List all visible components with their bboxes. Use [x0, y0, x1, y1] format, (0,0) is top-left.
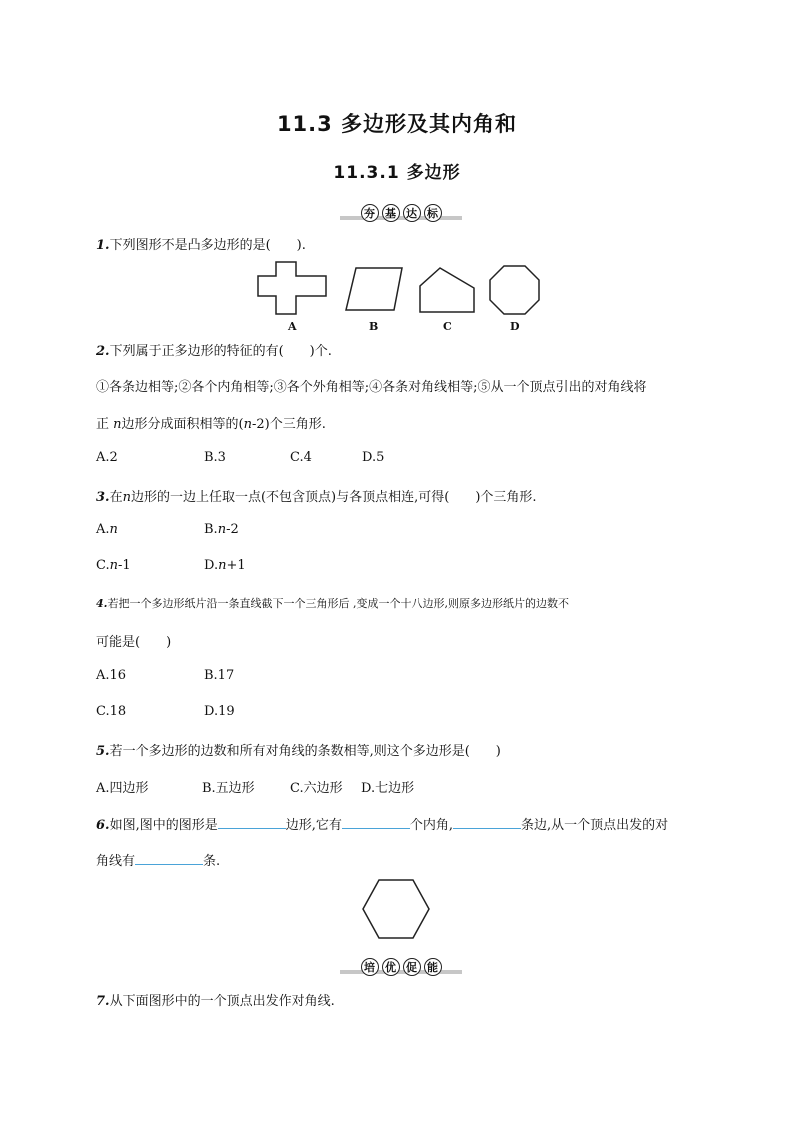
question-text: 若一个多边形的边数和所有对角线的条数相等,则这个多边形是( ) — [109, 744, 501, 759]
option-prefix: B. — [204, 522, 218, 537]
q6-line2 — [96, 850, 220, 869]
answer-blank[interactable] — [135, 852, 203, 865]
figure-label-d: D — [510, 320, 520, 333]
question-3 — [96, 486, 537, 505]
option-d[interactable]: D.5 — [362, 450, 385, 465]
option-b[interactable]: B.17 — [204, 668, 235, 683]
option-a[interactable]: A.2 — [96, 450, 118, 465]
q4-line2: 可能是( ) — [96, 635, 172, 650]
variable-n: n — [109, 522, 118, 537]
figure-d-octagon — [490, 266, 539, 314]
figure-a-cross — [258, 262, 326, 314]
option-suffix: +1 — [226, 558, 246, 573]
page-title: 11.3 多边形及其内角和 — [276, 112, 518, 136]
q2-statement-line2 — [96, 413, 326, 432]
question-text: 下列属于正多边形的特征的有( )个. — [109, 344, 332, 359]
option-prefix: A. — [96, 522, 110, 537]
section-banner-basic — [340, 202, 462, 224]
question-text: 下列图形不是凸多边形的是( ). — [109, 238, 306, 253]
option-prefix: C. — [96, 558, 110, 573]
question-number: 4. — [96, 597, 108, 610]
section-banner-advanced — [340, 956, 462, 978]
question-number: 3. — [96, 490, 110, 505]
q6-hexagon-figure — [358, 876, 434, 942]
option-b[interactable]: B.五边形 — [202, 781, 255, 796]
variable-n: n — [113, 417, 122, 432]
question-4 — [96, 595, 569, 611]
variable-n: n — [109, 558, 118, 573]
question-2 — [96, 340, 332, 359]
figure-label-b: B — [369, 320, 379, 333]
variable-n: n — [218, 558, 227, 573]
option-d[interactable]: D.19 — [204, 704, 235, 719]
text-segment: 边形分成面积相等的( — [121, 417, 244, 432]
option-c[interactable]: C.4 — [290, 450, 312, 465]
question-text: 若把一个多边形纸片沿一条直线截下一个三角形后 ,变成一个十八边形,则原多边形纸片的边数不 — [107, 597, 569, 610]
figure-label-c: C — [443, 320, 452, 333]
figure-label-a: A — [288, 320, 297, 333]
question-number: 6. — [96, 818, 110, 833]
option-a[interactable] — [96, 522, 118, 537]
banner-char: 培 — [361, 958, 379, 976]
answer-blank[interactable] — [453, 816, 521, 829]
banner-char: 基 — [382, 204, 400, 222]
variable-n: n — [217, 522, 227, 537]
section-subtitle: 11.3.1 多边形 — [333, 163, 461, 183]
option-a[interactable]: A.16 — [96, 668, 127, 683]
option-d[interactable]: D.七边形 — [361, 781, 415, 796]
option-c[interactable]: C.六边形 — [290, 781, 343, 796]
option-d[interactable] — [204, 558, 246, 573]
question-text: 从下面图形中的一个顶点出发作对角线. — [109, 994, 335, 1009]
q2-statement-line1: ①各条边相等;②各个内角相等;③各个外角相等;④各条对角线相等;⑤从一个顶点引出的对角线将 — [96, 380, 647, 395]
answer-blank[interactable] — [342, 816, 410, 829]
text-segment: 角线有 — [96, 854, 136, 869]
banner-char: 能 — [424, 958, 442, 976]
option-b[interactable] — [204, 522, 239, 537]
option-c[interactable] — [96, 558, 131, 573]
text-segment: 边形的一边上任取一点(不包含顶点)与各顶点相连,可得( )个三角形. — [130, 490, 537, 505]
option-c[interactable]: C.18 — [96, 704, 127, 719]
text-segment: -2)个三角形. — [251, 417, 326, 432]
answer-blank[interactable] — [218, 816, 286, 829]
text-segment: 个内角, — [409, 818, 453, 833]
option-b[interactable]: B.3 — [204, 450, 226, 465]
question-number: 2. — [96, 344, 110, 359]
question-number: 1. — [96, 238, 110, 253]
text-segment: 条边,从一个顶点出发的对 — [521, 818, 669, 833]
banner-char: 达 — [403, 204, 421, 222]
hexagon-shape — [363, 880, 429, 938]
figure-c-pentagon — [420, 268, 474, 312]
text-segment: 边形,它有 — [285, 818, 342, 833]
option-suffix: -2 — [226, 522, 239, 537]
option-a[interactable]: A.四边形 — [96, 781, 149, 796]
option-prefix: D. — [204, 558, 219, 573]
banner-char: 促 — [403, 958, 421, 976]
question-number: 7. — [96, 994, 110, 1009]
text-segment: 在 — [109, 490, 123, 505]
question-1 — [96, 234, 306, 253]
question-number: 5. — [96, 744, 110, 759]
question-6 — [96, 814, 668, 833]
text-segment: 条. — [203, 854, 221, 869]
text-segment: 如图,图中的图形是 — [109, 818, 218, 833]
question-5 — [96, 740, 501, 759]
banner-char: 标 — [424, 204, 442, 222]
text-segment: 正 — [96, 417, 114, 432]
variable-n: n — [122, 490, 131, 505]
banner-char: 夯 — [361, 204, 379, 222]
option-suffix: -1 — [118, 558, 131, 573]
variable-n: n — [243, 417, 252, 432]
banner-char: 优 — [382, 958, 400, 976]
figure-b-parallelogram — [346, 268, 402, 310]
question-7 — [96, 990, 335, 1009]
